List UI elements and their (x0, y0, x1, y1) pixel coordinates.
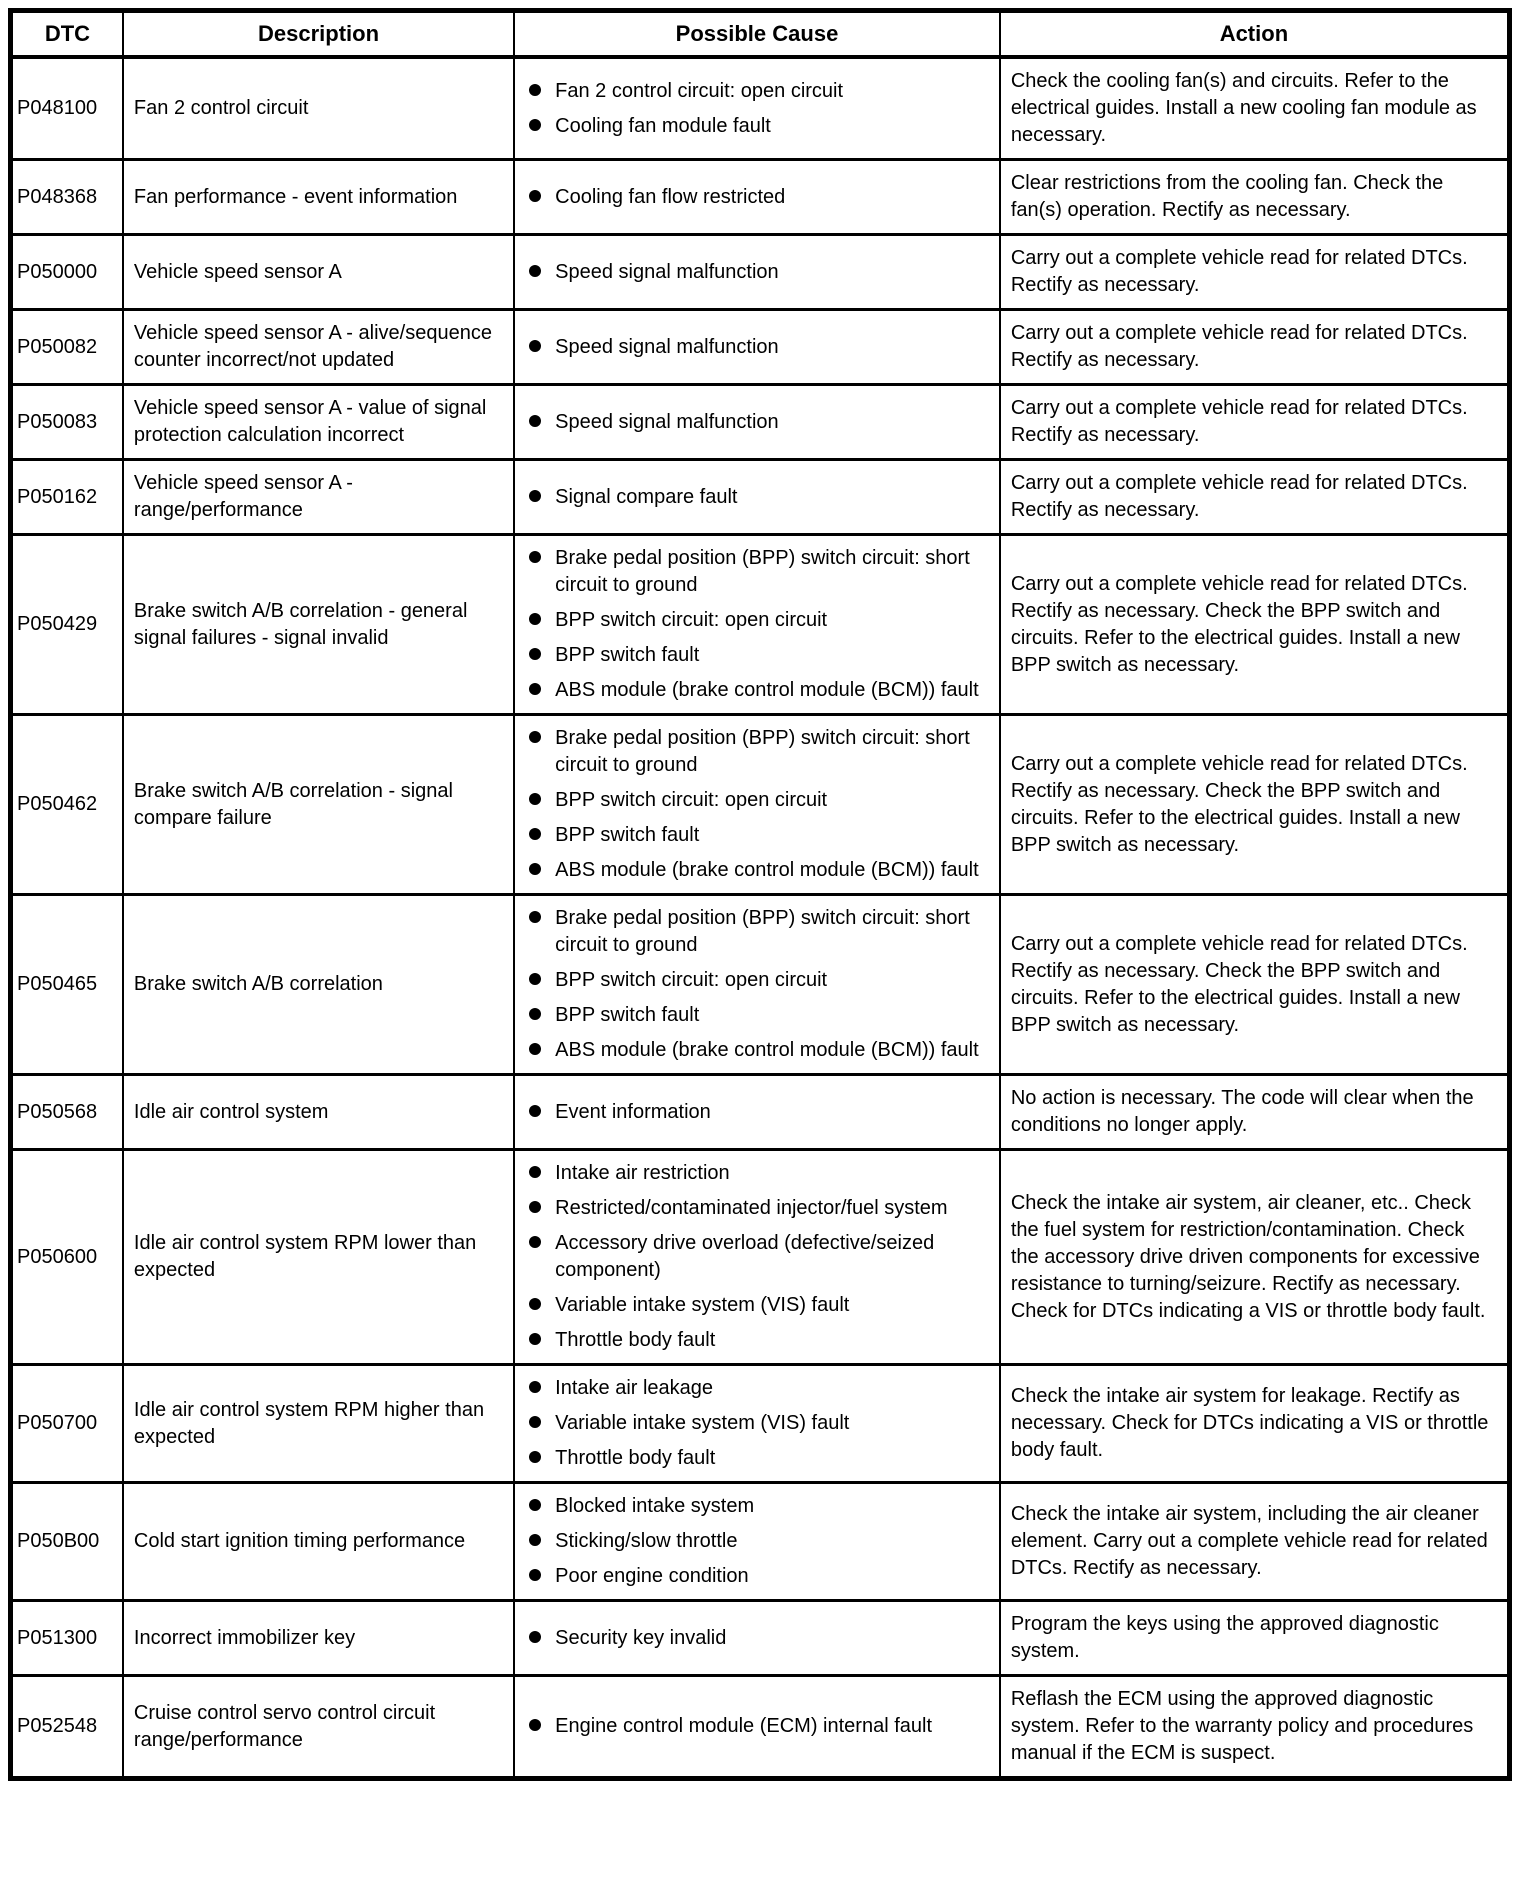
description-cell: Vehicle speed sensor A - range/performance (123, 460, 514, 535)
description-cell: Brake switch A/B correlation - signal compare failure (123, 715, 514, 895)
cause-text: Intake air restriction (555, 1162, 730, 1184)
table-row (11, 1676, 1510, 1779)
description-cell: Cruise control servo control circuit range/performance (123, 1676, 514, 1779)
dtc-code-cell: P048100 (11, 57, 123, 160)
cause-item (525, 1493, 989, 1520)
cause-text: BPP switch circuit: open circuit (555, 969, 828, 991)
cause-list (525, 1160, 989, 1354)
cause-item (525, 822, 989, 849)
cause-item (525, 409, 989, 436)
cause-item (525, 259, 989, 286)
action-cell: Reflash the ECM using the approved diagnostic system. Refer to the warranty policy and procedures manual if the ECM is suspect. (1000, 1676, 1510, 1779)
col-header-description: Description (123, 11, 514, 58)
bullet-icon (529, 265, 541, 277)
cause-item (525, 1625, 989, 1652)
cause-text: Intake air leakage (555, 1377, 714, 1399)
col-header-action: Action (1000, 11, 1510, 58)
bullet-icon (529, 1631, 541, 1643)
cause-item (525, 967, 989, 994)
bullet-icon (529, 190, 541, 202)
cause-text: Speed signal malfunction (555, 335, 779, 358)
cause-text: Brake pedal position (BPP) switch circuit: short circuit to ground (555, 727, 970, 776)
cause-list (525, 1625, 989, 1652)
action-cell: Carry out a complete vehicle read for related DTCs. Rectify as necessary. Check the BPP switch and circuits. Refer to the electrical guides. Install a new BPP switch as necessary. (1000, 715, 1510, 895)
possible-cause-cell (514, 160, 1000, 235)
bullet-icon (529, 1043, 541, 1055)
action-cell: Carry out a complete vehicle read for related DTCs. Rectify as necessary. (1000, 235, 1510, 310)
bullet-icon (529, 119, 541, 131)
possible-cause-cell (514, 895, 1000, 1075)
cause-item (525, 1528, 989, 1555)
cause-text: Sticking/slow throttle (555, 1530, 738, 1552)
cause-text: Cooling fan flow restricted (555, 185, 786, 208)
possible-cause-cell (514, 235, 1000, 310)
bullet-icon (529, 1719, 541, 1731)
description-cell: Brake switch A/B correlation - general signal failures - signal invalid (123, 535, 514, 715)
bullet-icon (529, 613, 541, 625)
possible-cause-cell (514, 1601, 1000, 1676)
possible-cause-cell (514, 1676, 1000, 1779)
cause-item (525, 1375, 989, 1402)
cause-item (525, 1230, 989, 1284)
cause-list (525, 259, 989, 286)
possible-cause-cell (514, 1150, 1000, 1365)
bullet-icon (529, 1416, 541, 1428)
possible-cause-cell (514, 57, 1000, 160)
dtc-code-cell: P050462 (11, 715, 123, 895)
cause-text: BPP switch circuit: open circuit (555, 609, 828, 631)
bullet-icon (529, 1166, 541, 1178)
col-header-possible-cause: Possible Cause (514, 11, 1000, 58)
description-cell: Fan 2 control circuit (123, 57, 514, 160)
cause-text: BPP switch fault (555, 644, 700, 666)
dtc-code-cell: P048368 (11, 160, 123, 235)
cause-list (525, 545, 989, 704)
cause-list (525, 1493, 989, 1590)
possible-cause-cell (514, 385, 1000, 460)
cause-item (525, 642, 989, 669)
action-cell: Program the keys using the approved diagnostic system. (1000, 1601, 1510, 1676)
cause-text: Fan 2 control circuit: open circuit (555, 79, 844, 102)
cause-item (525, 1327, 989, 1354)
action-cell: Clear restrictions from the cooling fan. Check the fan(s) operation. Rectify as necessary. (1000, 160, 1510, 235)
description-cell: Vehicle speed sensor A - alive/sequence counter incorrect/not updated (123, 310, 514, 385)
cause-item (525, 677, 989, 704)
cause-text: Variable intake system (VIS) fault (555, 1412, 850, 1434)
cause-item (525, 545, 989, 599)
cause-text: Throttle body fault (555, 1329, 716, 1351)
cause-item (525, 484, 989, 511)
bullet-icon (529, 1298, 541, 1310)
bullet-icon (529, 863, 541, 875)
dtc-code-cell: P050082 (11, 310, 123, 385)
table-row (11, 310, 1510, 385)
cause-text: Blocked intake system (555, 1495, 755, 1517)
dtc-code-cell: P050083 (11, 385, 123, 460)
cause-list (525, 1375, 989, 1472)
cause-text: Brake pedal position (BPP) switch circuit: short circuit to ground (555, 907, 970, 956)
cause-list (525, 905, 989, 1064)
table-row (11, 160, 1510, 235)
cause-list (525, 1099, 989, 1126)
table-row (11, 235, 1510, 310)
description-cell: Incorrect immobilizer key (123, 1601, 514, 1676)
cause-text: Throttle body fault (555, 1447, 716, 1469)
dtc-code-cell: P050600 (11, 1150, 123, 1365)
col-header-dtc: DTC (11, 11, 123, 58)
description-cell: Cold start ignition timing performance (123, 1483, 514, 1601)
cause-text: BPP switch fault (555, 1004, 700, 1026)
table-row (11, 1601, 1510, 1676)
action-cell: Carry out a complete vehicle read for related DTCs. Rectify as necessary. (1000, 460, 1510, 535)
bullet-icon (529, 340, 541, 352)
cause-text: Security key invalid (555, 1626, 727, 1649)
action-cell: Check the cooling fan(s) and circuits. Refer to the electrical guides. Install a new cooling fan module as necessary. (1000, 57, 1510, 160)
table-row (11, 895, 1510, 1075)
bullet-icon (529, 731, 541, 743)
cause-list (525, 78, 989, 140)
dtc-code-cell: P050465 (11, 895, 123, 1075)
cause-text: ABS module (brake control module (BCM)) fault (555, 859, 979, 881)
bullet-icon (529, 648, 541, 660)
dtc-code-cell: P050000 (11, 235, 123, 310)
bullet-icon (529, 683, 541, 695)
action-cell: Check the intake air system, including the air cleaner element. Carry out a complete vehicle read for related DTCs. Rectify as necessary. (1000, 1483, 1510, 1601)
bullet-icon (529, 1201, 541, 1213)
action-cell: Carry out a complete vehicle read for related DTCs. Rectify as necessary. (1000, 310, 1510, 385)
cause-item (525, 857, 989, 884)
cause-text: Accessory drive overload (defective/seized component) (555, 1232, 935, 1281)
cause-item (525, 184, 989, 211)
possible-cause-cell (514, 715, 1000, 895)
cause-text: Poor engine condition (555, 1565, 749, 1587)
description-cell: Idle air control system RPM higher than expected (123, 1365, 514, 1483)
bullet-icon (529, 973, 541, 985)
cause-item (525, 1563, 989, 1590)
table-row (11, 1365, 1510, 1483)
cause-text: Variable intake system (VIS) fault (555, 1294, 850, 1316)
cause-text: Speed signal malfunction (555, 260, 779, 283)
bullet-icon (529, 1236, 541, 1248)
bullet-icon (529, 84, 541, 96)
bullet-icon (529, 1569, 541, 1581)
description-cell: Idle air control system RPM lower than expected (123, 1150, 514, 1365)
cause-item (525, 1410, 989, 1437)
dtc-code-cell: P050429 (11, 535, 123, 715)
cause-text: ABS module (brake control module (BCM)) fault (555, 679, 979, 701)
dtc-table (8, 8, 1512, 1781)
cause-item (525, 1160, 989, 1187)
cause-item (525, 1099, 989, 1126)
table-row (11, 57, 1510, 160)
description-cell: Fan performance - event information (123, 160, 514, 235)
cause-text: BPP switch circuit: open circuit (555, 789, 828, 811)
action-cell: Carry out a complete vehicle read for related DTCs. Rectify as necessary. (1000, 385, 1510, 460)
cause-text: Speed signal malfunction (555, 410, 779, 433)
bullet-icon (529, 911, 541, 923)
description-cell: Vehicle speed sensor A (123, 235, 514, 310)
cause-item (525, 1292, 989, 1319)
dtc-code-cell: P050B00 (11, 1483, 123, 1601)
dtc-code-cell: P050568 (11, 1075, 123, 1150)
bullet-icon (529, 551, 541, 563)
possible-cause-cell (514, 310, 1000, 385)
table-row (11, 715, 1510, 895)
action-cell: Check the intake air system for leakage. Rectify as necessary. Check for DTCs indicating a VIS or throttle body fault. (1000, 1365, 1510, 1483)
possible-cause-cell (514, 1075, 1000, 1150)
cause-text: Engine control module (ECM) internal fault (555, 1715, 933, 1737)
bullet-icon (529, 1333, 541, 1345)
possible-cause-cell (514, 535, 1000, 715)
cause-text: Restricted/contaminated injector/fuel system (555, 1197, 948, 1219)
cause-item (525, 334, 989, 361)
table-row (11, 535, 1510, 715)
cause-item (525, 905, 989, 959)
cause-list (525, 725, 989, 884)
description-cell: Idle air control system (123, 1075, 514, 1150)
cause-text: ABS module (brake control module (BCM)) fault (555, 1039, 979, 1061)
cause-list (525, 1713, 989, 1740)
bullet-icon (529, 1534, 541, 1546)
cause-item (525, 1002, 989, 1029)
cause-text: Brake pedal position (BPP) switch circuit: short circuit to ground (555, 547, 970, 596)
cause-item (525, 113, 989, 140)
bullet-icon (529, 1105, 541, 1117)
description-cell: Brake switch A/B correlation (123, 895, 514, 1075)
action-cell: Check the intake air system, air cleaner, etc.. Check the fuel system for restriction/contamination. Check the accessory drive driven components for excessive resistance to turning/seizure. Rectify as necessary. Check for DTCs indicating a VIS or throttle body fault. (1000, 1150, 1510, 1365)
table-row (11, 460, 1510, 535)
cause-list (525, 334, 989, 361)
table-row (11, 1075, 1510, 1150)
action-cell: Carry out a complete vehicle read for related DTCs. Rectify as necessary. Check the BPP switch and circuits. Refer to the electrical guides. Install a new BPP switch as necessary. (1000, 895, 1510, 1075)
dtc-code-cell: P051300 (11, 1601, 123, 1676)
cause-item (525, 1195, 989, 1222)
table-header-row (11, 11, 1510, 58)
cause-list (525, 484, 989, 511)
cause-list (525, 184, 989, 211)
cause-item (525, 725, 989, 779)
bullet-icon (529, 415, 541, 427)
cause-item (525, 607, 989, 634)
dtc-code-cell: P050700 (11, 1365, 123, 1483)
bullet-icon (529, 793, 541, 805)
possible-cause-cell (514, 460, 1000, 535)
description-cell: Vehicle speed sensor A - value of signal protection calculation incorrect (123, 385, 514, 460)
cause-item (525, 1037, 989, 1064)
cause-item (525, 78, 989, 105)
cause-list (525, 409, 989, 436)
possible-cause-cell (514, 1365, 1000, 1483)
cause-text: BPP switch fault (555, 824, 700, 846)
bullet-icon (529, 490, 541, 502)
possible-cause-cell (514, 1483, 1000, 1601)
table-row (11, 1150, 1510, 1365)
action-cell: No action is necessary. The code will clear when the conditions no longer apply. (1000, 1075, 1510, 1150)
bullet-icon (529, 1451, 541, 1463)
cause-item (525, 1445, 989, 1472)
cause-text: Cooling fan module fault (555, 114, 771, 137)
bullet-icon (529, 828, 541, 840)
cause-text: Event information (555, 1100, 711, 1123)
cause-item (525, 1713, 989, 1740)
action-cell: Carry out a complete vehicle read for related DTCs. Rectify as necessary. Check the BPP switch and circuits. Refer to the electrical guides. Install a new BPP switch as necessary. (1000, 535, 1510, 715)
bullet-icon (529, 1008, 541, 1020)
bullet-icon (529, 1499, 541, 1511)
table-row (11, 1483, 1510, 1601)
dtc-code-cell: P050162 (11, 460, 123, 535)
bullet-icon (529, 1381, 541, 1393)
dtc-code-cell: P052548 (11, 1676, 123, 1779)
cause-text: Signal compare fault (555, 485, 738, 508)
cause-item (525, 787, 989, 814)
table-row (11, 385, 1510, 460)
